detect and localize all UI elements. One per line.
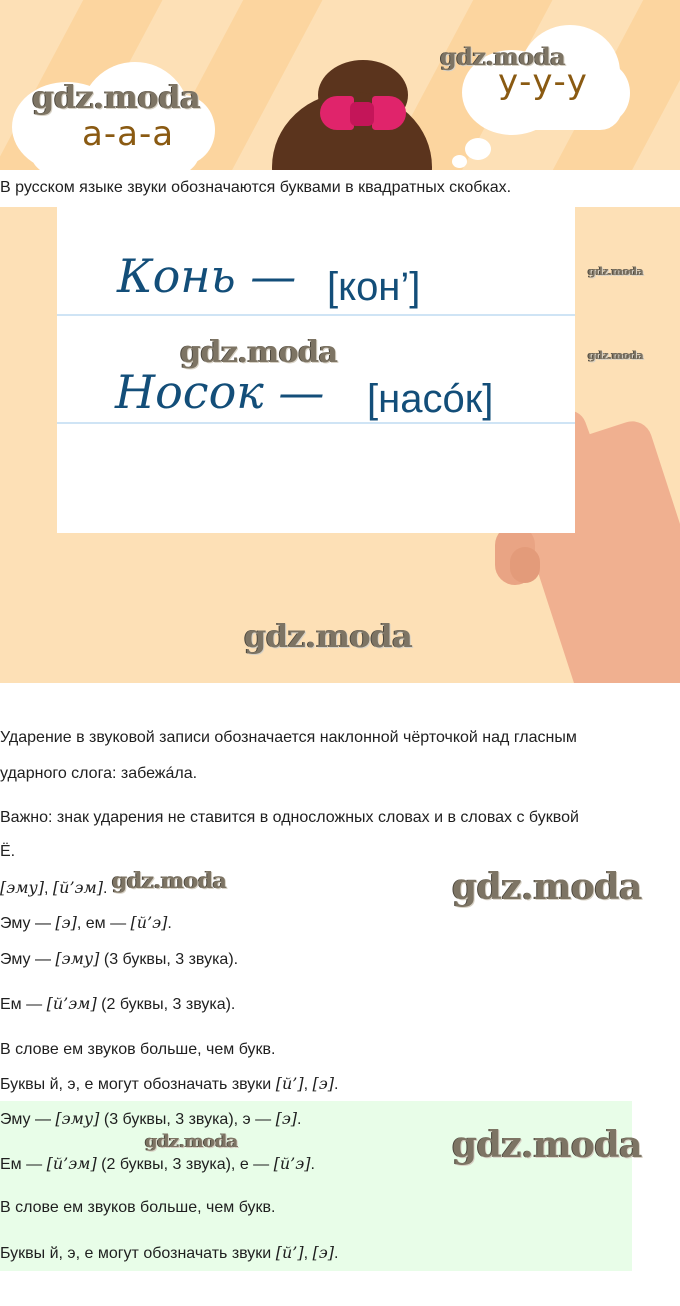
watermark: gdz.moda bbox=[452, 1124, 642, 1166]
watermark: gdz.moda bbox=[588, 265, 644, 278]
watermark: gdz.moda bbox=[588, 349, 644, 362]
letters-sounds-line: Буквы й, э, е могут обозначать звуки [й’], [э]. bbox=[0, 1074, 339, 1093]
watermark: gdz.moda bbox=[180, 335, 338, 370]
card-transcription-nosok: [насóк] bbox=[367, 377, 494, 421]
cloud-left-text: а-а-а bbox=[82, 114, 175, 154]
transcription-summary: [эму], [й’эм]. bbox=[0, 878, 108, 897]
watermark: gdz.moda bbox=[145, 1131, 238, 1152]
more-sounds-line: В слове ем звуков больше, чем букв. bbox=[0, 1041, 276, 1058]
answer-more-sounds: В слове ем звуков больше, чем букв. bbox=[0, 1199, 276, 1216]
watermark: gdz.moda bbox=[32, 78, 201, 116]
watermark: gdz.moda bbox=[440, 42, 566, 71]
transcription: [эму] bbox=[0, 878, 44, 897]
ruled-line bbox=[57, 422, 575, 424]
emu-line: Эму — [эму] (3 буквы, 3 звука). bbox=[0, 949, 239, 968]
answer-line2: Ем — [й’эм] (2 буквы, 3 звука), е — [й’э]. bbox=[0, 1154, 315, 1173]
transcription: [й’эм] bbox=[52, 878, 104, 897]
answer-letters-line: Буквы й, э, е могут обозначать звуки [й’], [э]. bbox=[0, 1243, 339, 1262]
intro-text: В русском языке звуки обозначаются буквами в квадратных скобках. bbox=[0, 179, 512, 196]
emu-em-line: Эму — [э], ем — [й’э]. bbox=[0, 913, 172, 932]
card-transcription-kon: [кон’] bbox=[327, 265, 421, 309]
important-line1: Важно: знак ударения не ставится в односложных словах и в словах с буквой bbox=[0, 809, 579, 826]
card-word-kon: Конь — bbox=[117, 249, 297, 303]
watermark: gdz.moda bbox=[244, 617, 413, 655]
top-banner bbox=[0, 0, 680, 170]
card-illustration bbox=[0, 207, 680, 683]
em-line: Ем — [й’эм] (2 буквы, 3 звука). bbox=[0, 994, 236, 1013]
answer-line1: Эму — [эму] (3 буквы, 3 звука), э — [э]. bbox=[0, 1109, 302, 1128]
important-line2: Ё. bbox=[0, 843, 16, 860]
word-card bbox=[57, 207, 575, 533]
stress-paragraph-line1: Ударение в звуковой записи обозначается наклонной чёрточкой над гласным bbox=[0, 729, 577, 746]
watermark: gdz.moda bbox=[112, 868, 227, 894]
ruled-line bbox=[57, 314, 575, 316]
watermark: gdz.moda bbox=[452, 866, 642, 908]
card-word-nosok: Носок — bbox=[115, 365, 325, 419]
cloud-right-text: у-у-у bbox=[498, 62, 588, 102]
stress-paragraph-line2: ударного слога: забежáла. bbox=[0, 765, 198, 782]
